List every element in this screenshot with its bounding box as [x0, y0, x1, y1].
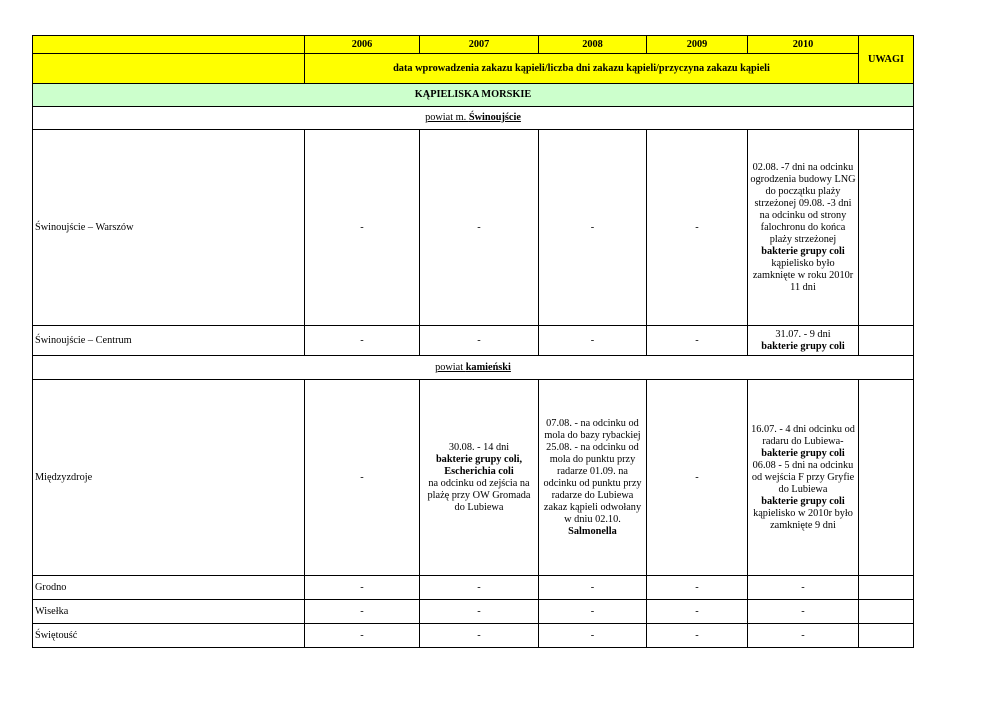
row-grodno-2007: - [420, 576, 539, 600]
row-warszow-2010 [748, 130, 859, 326]
header-subtitle: data wprowadzenia zakazu kąpieli/liczba dni zakazu kąpieli/przyczyna zakazu kąpieli [305, 54, 859, 84]
row-grodno-2008: - [539, 576, 647, 600]
row-swietousc-2006: - [305, 624, 420, 648]
section-row [33, 84, 914, 107]
header-corner-cell [33, 36, 305, 54]
year-2006-header: 2006 [305, 36, 420, 54]
row-grodno-2009: - [647, 576, 748, 600]
row-miedzyzdroje-2008-dates: 07.08. - na odcinku od mola do bazy rybackiej 25.08. - na odcinku od mola do punktu przy radarze 01.09. na odcinku od punktu przy radarze do Lubiewa zakaz kąpieli odwołany w dniu 02.10. [543, 417, 642, 525]
row-centrum-2006: - [305, 326, 420, 356]
row-miedzyzdroje-name: Międzyzdroje [33, 380, 305, 576]
year-2008-header: 2008 [539, 36, 647, 54]
row-centrum-2010 [748, 326, 859, 356]
year-2007-header: 2007 [420, 36, 539, 54]
row-centrum-2008: - [539, 326, 647, 356]
row-swietousc-2009: - [647, 624, 748, 648]
row-wiselka-name: Wisełka [33, 600, 305, 624]
row-wiselka-2007: - [420, 600, 539, 624]
powiat-kamienski-name: kamieński [465, 361, 511, 373]
beach-closures-table [32, 35, 914, 648]
row-swietousc-uwagi [859, 624, 914, 648]
row-miedzyzdroje-2007-cause: bakterie grupy coli, Escherichia coli [435, 453, 523, 477]
row-centrum-2009: - [647, 326, 748, 356]
row-miedzyzdroje-2010-summary: kąpielisko w 2010r było zamknięte 9 dni [753, 507, 853, 531]
row-warszow-2007: - [420, 130, 539, 326]
row-centrum-2010-cause: bakterie grupy coli [761, 340, 845, 352]
row-miedzyzdroje-2010-dates1: 16.07. - 4 dni odcinku od radaru do Lubiewa- [751, 423, 855, 447]
year-2010-header: 2010 [748, 36, 859, 54]
row-miedzyzdroje-2008 [539, 380, 647, 576]
row-swietousc-2007: - [420, 624, 539, 648]
year-2009-header: 2009 [647, 36, 748, 54]
header-blank-cell [33, 54, 305, 84]
row-miedzyzdroje [33, 380, 914, 576]
row-grodno-uwagi [859, 576, 914, 600]
powiat-swinoujscie-cell [33, 107, 914, 130]
row-wiselka-2009: - [647, 600, 748, 624]
row-centrum-uwagi [859, 326, 914, 356]
row-miedzyzdroje-2010 [748, 380, 859, 576]
header-years-row [33, 36, 914, 54]
powiat-swinoujscie-prefix: powiat m. [425, 112, 469, 123]
row-wiselka-uwagi [859, 600, 914, 624]
row-warszow-2008: - [539, 130, 647, 326]
row-warszow-2010-dates: 02.08. -7 dni na odcinku ogrodzenia budowy LNG do początku plaży strzeżonej 09.08. -3 dni na odcinku od strony falochronu do końca plaży strzeżonej [750, 161, 856, 245]
row-miedzyzdroje-2009: - [647, 380, 748, 576]
powiat-swinoujscie-row [33, 107, 914, 130]
row-centrum-name: Świnoujście – Centrum [33, 326, 305, 356]
row-wiselka [33, 600, 914, 624]
row-warszow-2009: - [647, 130, 748, 326]
row-miedzyzdroje-2007-area: na odcinku od zejścia na plażę przy OW Gromada do Lubiewa [427, 477, 531, 513]
row-centrum-2007: - [420, 326, 539, 356]
row-warszow-2010-cause: bakterie grupy coli [761, 245, 845, 257]
row-miedzyzdroje-2008-cause: Salmonella [568, 525, 617, 537]
row-swietousc-name: Świętouść [33, 624, 305, 648]
row-wiselka-2006: - [305, 600, 420, 624]
row-miedzyzdroje-2010-dates2: 06.08 - 5 dni na odcinku od wejścia F przy Gryfie do Lubiewa [751, 459, 855, 495]
row-wiselka-2010: - [748, 600, 859, 624]
row-swietousc-2008: - [539, 624, 647, 648]
uwagi-header: UWAGI [859, 36, 914, 84]
row-miedzyzdroje-2007-dates: 30.08. - 14 dni [448, 441, 510, 453]
powiat-swinoujscie-name: Świnoujście [468, 112, 521, 123]
row-warszow-name: Świnoujście – Warszów [33, 130, 305, 326]
row-centrum [33, 326, 914, 356]
row-wiselka-2008: - [539, 600, 647, 624]
row-centrum-2010-dates: 31.07. - 9 dni [775, 328, 831, 340]
row-swietousc [33, 624, 914, 648]
row-miedzyzdroje-uwagi [859, 380, 914, 576]
powiat-kamienski-prefix: powiat [435, 361, 466, 373]
row-miedzyzdroje-2010-cause2: bakterie grupy coli [761, 495, 845, 507]
row-warszow [33, 130, 914, 326]
powiat-kamienski-cell [33, 356, 914, 380]
row-miedzyzdroje-2006: - [305, 380, 420, 576]
powiat-kamienski-row [33, 356, 914, 380]
row-swietousc-2010: - [748, 624, 859, 648]
row-grodno-2010: - [748, 576, 859, 600]
row-grodno [33, 576, 914, 600]
row-warszow-2006: - [305, 130, 420, 326]
row-warszow-uwagi [859, 130, 914, 326]
row-miedzyzdroje-2007 [420, 380, 539, 576]
row-warszow-2010-summary: kąpielisko było zamknięte w roku 2010r 11 dni [752, 257, 854, 293]
row-grodno-2006: - [305, 576, 420, 600]
header-subtitle-row [33, 54, 914, 84]
row-miedzyzdroje-2010-cause1: bakterie grupy coli [761, 447, 845, 459]
row-grodno-name: Grodno [33, 576, 305, 600]
section-title: KĄPIELISKA MORSKIE [33, 84, 914, 107]
